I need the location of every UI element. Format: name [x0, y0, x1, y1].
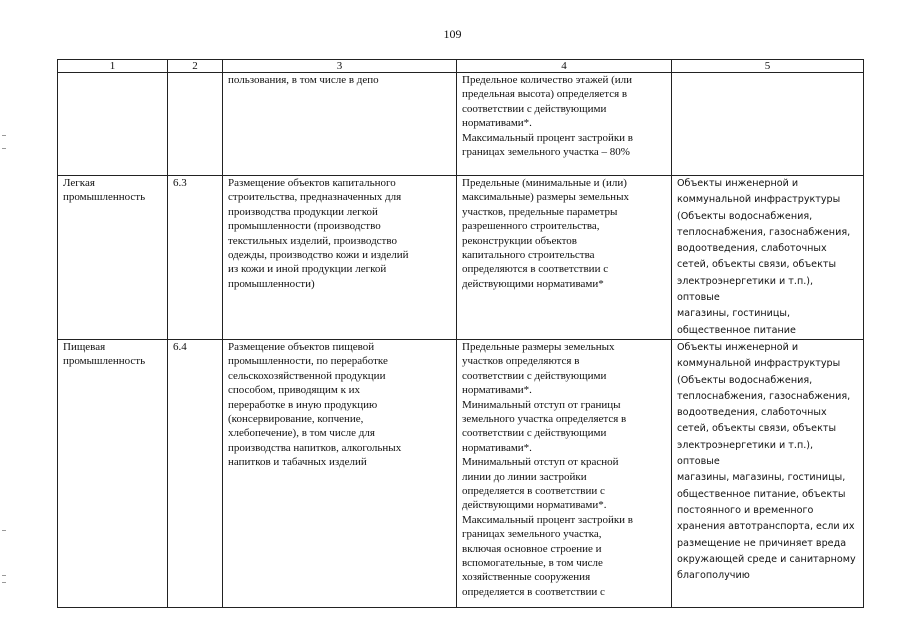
auxiliary-uses: Объекты инженерной и коммунальной инфраструктуры (Объекты водоснабжения, теплоснабжения, газоснабжения, водоотведения, слаботочных сетей, объекты связи, объекты электроэнергетики и т.п.), оптовые магазины, магазины, гостиницы, общественное питание, объекты постоянного и временного хранения автотранспорта, если их размещение не причиняет вреда окружающей среде и санитарному благополучию: [672, 339, 864, 607]
header-col-3: 3: [223, 60, 457, 73]
auxiliary-uses: [672, 73, 864, 176]
header-row: [58, 60, 864, 73]
use-name: Пищевая промышленность: [58, 339, 168, 607]
use-code: 6.4: [168, 339, 223, 607]
use-description: Размещение объектов капитального строительства, предназначенных для производства продукции легкой промышленности (производство текстильных изделий, производство одежды, производство кожи и изделий из кожи и иной продукции легкой промышленности): [223, 176, 457, 340]
page-number: 109: [443, 27, 462, 41]
scan-margin-mark: [2, 530, 6, 531]
land-use-table: [57, 59, 864, 608]
scan-margin-mark: [2, 575, 6, 576]
scan-margin-mark: [2, 148, 6, 149]
use-description: Размещение объектов пищевой промышленности, по переработке сельскохозяйственной продукции способом, приводящим к их переработке в иную продукцию (консервирование, копчение, хлебопечение), в том числе для производства напитков, алкогольных напитков и табачных изделий: [223, 339, 457, 607]
auxiliary-uses: Объекты инженерной и коммунальной инфраструктуры (Объекты водоснабжения, теплоснабжения, газоснабжения, водоотведения, слаботочных сетей, объекты связи, объекты электроэнергетики и т.п.), оптовые магазины, гостиницы, общественное питание: [672, 176, 864, 340]
header-col-4: 4: [457, 60, 672, 73]
use-parameters: Предельное количество этажей (или предельная высота) определяется в соответствии с действующими нормативами*. Максимальный процент застройки в границах земельного участка – 80%: [457, 73, 672, 176]
use-parameters: Предельные (минимальные и (или) максимальные) размеры земельных участков, предельные параметры разрешенного строительства, реконструкции объектов капитального строительства определяются в соответствии с действующими нормативами*: [457, 176, 672, 340]
use-name: Легкая промышленность: [58, 176, 168, 340]
use-name: [58, 73, 168, 176]
scan-margin-mark: [2, 135, 6, 136]
use-parameters: Предельные размеры земельных участков определяются в соответствии с действующими нормативами*. Минимальный отступ от границы земельного участка определяется в соответствии с действующими нормативами*. Минимальный отступ от красной линии до линии застройки определяется в соответствии с действующими нормативами*. Максимальный процент застройки в границах земельного участка, включая основное строение и вспомогательные, в том числе хозяйственные сооружения определяется в соответствии с: [457, 339, 672, 607]
header-col-5: 5: [672, 60, 864, 73]
header-col-1: 1: [58, 60, 168, 73]
use-description: пользования, в том числе в депо: [223, 73, 457, 176]
table-row: [58, 176, 864, 340]
table-row: [58, 73, 864, 176]
table-row: [58, 339, 864, 607]
scan-margin-mark: [2, 582, 6, 583]
use-code: 6.3: [168, 176, 223, 340]
header-col-2: 2: [168, 60, 223, 73]
use-code: [168, 73, 223, 176]
